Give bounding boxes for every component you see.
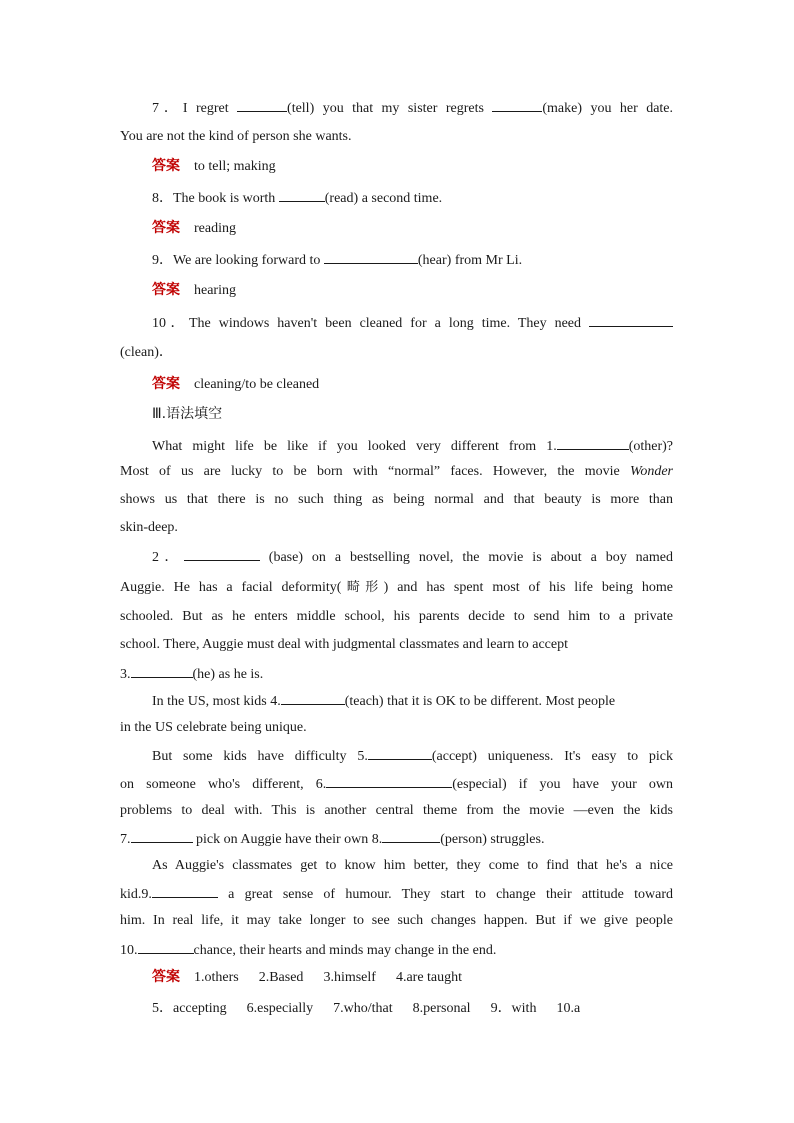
passage-line: skin-deep. (120, 520, 178, 535)
fill-blank[interactable] (492, 98, 542, 112)
question-number: 7． (152, 101, 183, 116)
question-10: 10．The windows haven't been cleaned for a long time. They need (152, 313, 673, 333)
passage-line: school. There, Auggie must deal with judgmental classmates and learn to accept (120, 637, 568, 652)
fill-blank[interactable] (152, 884, 218, 898)
passage-line: problems to deal with. This is another central theme from the movie —even the kids (120, 803, 673, 818)
fill-blank[interactable] (368, 746, 432, 760)
answer-7: 答案 to tell; making (152, 158, 276, 174)
passage-line: on someone who's different, 6. (especial) if you have your own (120, 774, 673, 794)
passage-answers-line1: 答案 1.others 2.Based 3.himself 4.are taught (152, 969, 463, 985)
fill-blank[interactable] (279, 188, 325, 202)
passage-line: in the US celebrate being unique. (120, 720, 307, 735)
section-title: Ⅲ.语法填空 (152, 406, 223, 422)
passage-answers-line2: 5．accepting 6.especially 7.who/that 8.personal 9．with 10.a (152, 1001, 581, 1016)
passage-line: In the US, most kids 4. (teach) that it is OK to be different. Most people (152, 691, 615, 711)
passage-line: What might life be like if you looked very different from 1. (other)? (152, 436, 673, 456)
passage-line: him. In real life, it may take longer to see such changes happen. But if we give people (120, 913, 673, 928)
question-9: 9．We are looking forward to (hear) from Mr Li. (152, 250, 522, 270)
fill-blank[interactable] (557, 436, 629, 450)
passage-line: 3. (he) as he is. (120, 664, 263, 684)
fill-blank[interactable] (138, 940, 194, 954)
answer-label: 答案 (152, 282, 180, 298)
fill-blank[interactable] (324, 250, 418, 264)
passage-line: kid.9. a great sense of humour. They start to change their attitude toward (120, 884, 673, 904)
question-7: 7．I regret (tell) you that my sister regrets (make) you her date. (152, 98, 673, 118)
passage-line: 7. pick on Auggie have their own 8. (person) struggles. (120, 829, 544, 849)
passage-line: shows us that there is no such thing as being normal and that beauty is more than (120, 492, 673, 507)
passage-line: 2． (base) on a bestselling novel, the movie is about a boy named (152, 547, 673, 567)
fill-blank[interactable] (184, 547, 260, 561)
fill-blank[interactable] (382, 829, 440, 843)
movie-title: Wonder (629, 464, 674, 479)
answer-label: 答案 (152, 220, 180, 236)
fill-blank[interactable] (131, 664, 193, 678)
answer-label: 答案 (152, 376, 180, 392)
answer-label: 答案 (152, 158, 180, 174)
question-8: 8．The book is worth (read) a second time. (152, 188, 442, 208)
answer-10: 答案 cleaning/to be cleaned (152, 376, 320, 392)
fill-blank[interactable] (131, 829, 193, 843)
passage-line: 10. chance, their hearts and minds may change in the end. (120, 940, 496, 960)
passage-line: As Auggie's classmates get to know him better, they come to find that he's a nice (152, 858, 673, 873)
answer-label: 答案 (152, 969, 180, 985)
fill-blank[interactable] (326, 774, 452, 788)
question-7-line2: You are not the kind of person she wants. (120, 129, 352, 144)
answer-9: 答案 hearing (152, 282, 236, 298)
passage-line: Most of us are lucky to be born with “normal” faces. However, the movie Wonder (120, 464, 674, 479)
fill-blank[interactable] (237, 98, 287, 112)
fill-blank[interactable] (281, 691, 345, 705)
passage-line: Auggie. He has a facial deformity(畸形) and has spent most of his life being home (120, 580, 673, 595)
passage-line: schooled. But as he enters middle school, his parents decide to send him to a private (120, 609, 673, 624)
question-10-line2: (clean)． (120, 345, 173, 360)
passage-line: But some kids have difficulty 5. (accept) uniqueness. It's easy to pick (152, 746, 673, 766)
answer-8: 答案 reading (152, 220, 236, 236)
fill-blank[interactable] (589, 313, 673, 327)
